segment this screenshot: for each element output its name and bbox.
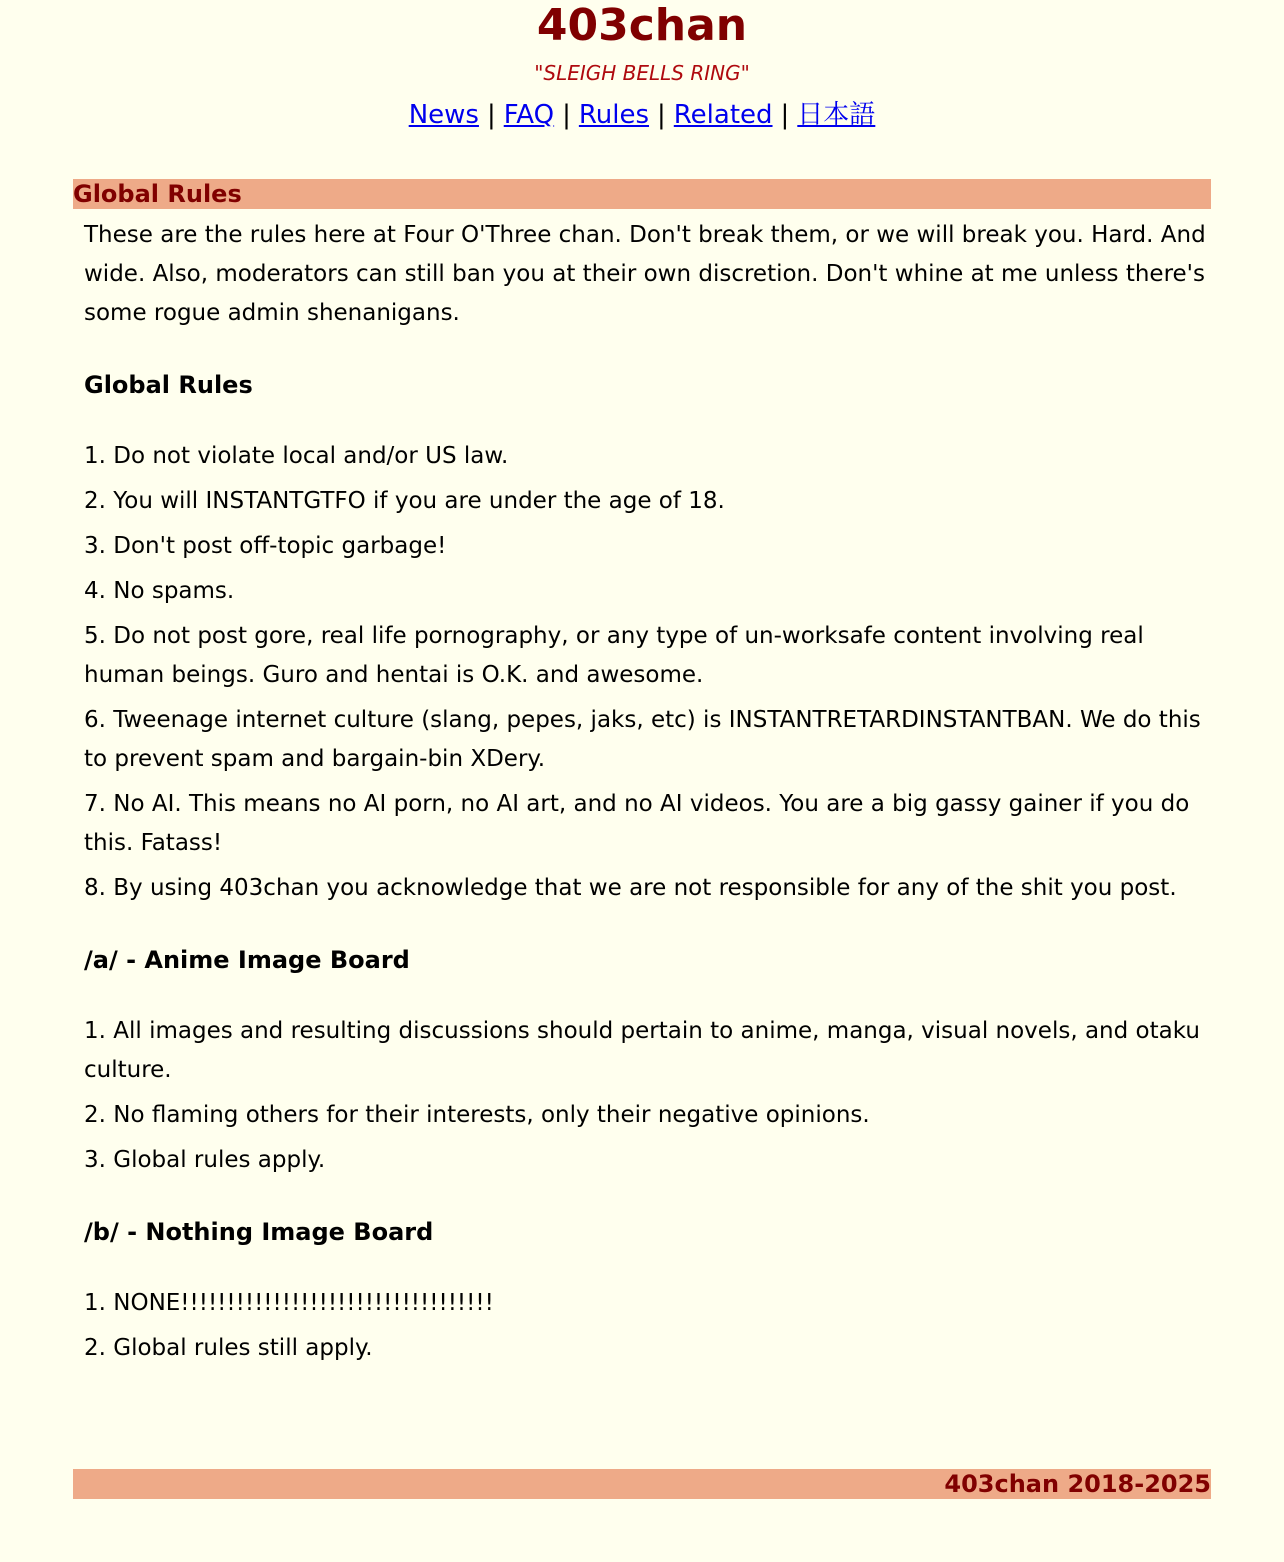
list-item: 1. NONE!!!!!!!!!!!!!!!!!!!!!!!!!!!!!!!!!! bbox=[84, 1290, 494, 1316]
nav-separator: | bbox=[657, 100, 666, 130]
rules-content bbox=[84, 216, 1209, 1374]
global-rules-list bbox=[84, 437, 1209, 908]
nav-link-faq[interactable]: FAQ bbox=[503, 100, 555, 130]
nav-separator: | bbox=[486, 100, 496, 130]
list-item: 6. Tweenage internet culture (slang, pepes, jaks, etc) is INSTANTRETARDINSTANTBAN. We do this to prevent spam and bargain-bin XDery. bbox=[84, 707, 1201, 772]
nav-link-news[interactable]: News bbox=[408, 100, 479, 130]
nav-separator: | bbox=[562, 100, 571, 130]
nav-link-japanese[interactable]: 日本語 bbox=[797, 100, 876, 130]
footer-bar: 403chan 2018-2025 bbox=[73, 1469, 1211, 1499]
board-a-heading: /a/ - Anime Image Board bbox=[84, 946, 410, 974]
rules-intro: These are the rules here at Four O'Three chan. Don't break them, or we will break you. Hard. And wide. Also, moderators can still ban you at their own discretion. Don't whine at me unless there's some rogue admin shenanigans. bbox=[84, 222, 1206, 326]
list-item: 2. No flaming others for their interests, only their negative opinions. bbox=[84, 1102, 870, 1128]
list-item: 4. No spams. bbox=[84, 578, 235, 604]
top-nav bbox=[0, 99, 1284, 131]
section-title-bar: Global Rules bbox=[73, 179, 1211, 209]
site-slogan: "SLEIGH BELLS RING" bbox=[534, 61, 750, 85]
list-item: 7. No AI. This means no AI porn, no AI art, and no AI videos. You are a big gassy gainer if you do this. Fatass! bbox=[84, 791, 1190, 856]
list-item: 3. Global rules apply. bbox=[84, 1147, 326, 1173]
nav-separator: | bbox=[780, 100, 790, 130]
board-b-heading: /b/ - Nothing Image Board bbox=[84, 1218, 434, 1246]
board-b-rules-list bbox=[84, 1284, 1209, 1368]
board-a-rules-list bbox=[84, 1012, 1209, 1180]
list-item: 5. Do not post gore, real life pornography, or any type of un-worksafe content involving real human beings. Guro and hentai is O.K. and awesome. bbox=[84, 623, 1144, 688]
list-item: 2. You will INSTANTGTFO if you are under the age of 18. bbox=[84, 488, 725, 514]
list-item: 3. Don't post off-topic garbage! bbox=[84, 533, 447, 559]
global-rules-heading: Global Rules bbox=[84, 371, 253, 399]
list-item: 1. Do not violate local and/or US law. bbox=[84, 443, 509, 469]
nav-link-rules[interactable]: Rules bbox=[578, 100, 650, 130]
list-item: 8. By using 403chan you acknowledge that we are not responsible for any of the shit you post. bbox=[84, 875, 1177, 901]
list-item: 2. Global rules still apply. bbox=[84, 1335, 373, 1361]
list-item: 1. All images and resulting discussions should pertain to anime, manga, visual novels, and otaku culture. bbox=[84, 1018, 1200, 1083]
site-title: 403chan bbox=[536, 0, 748, 51]
nav-link-related[interactable]: Related bbox=[673, 100, 773, 130]
site-header bbox=[0, 0, 1284, 131]
